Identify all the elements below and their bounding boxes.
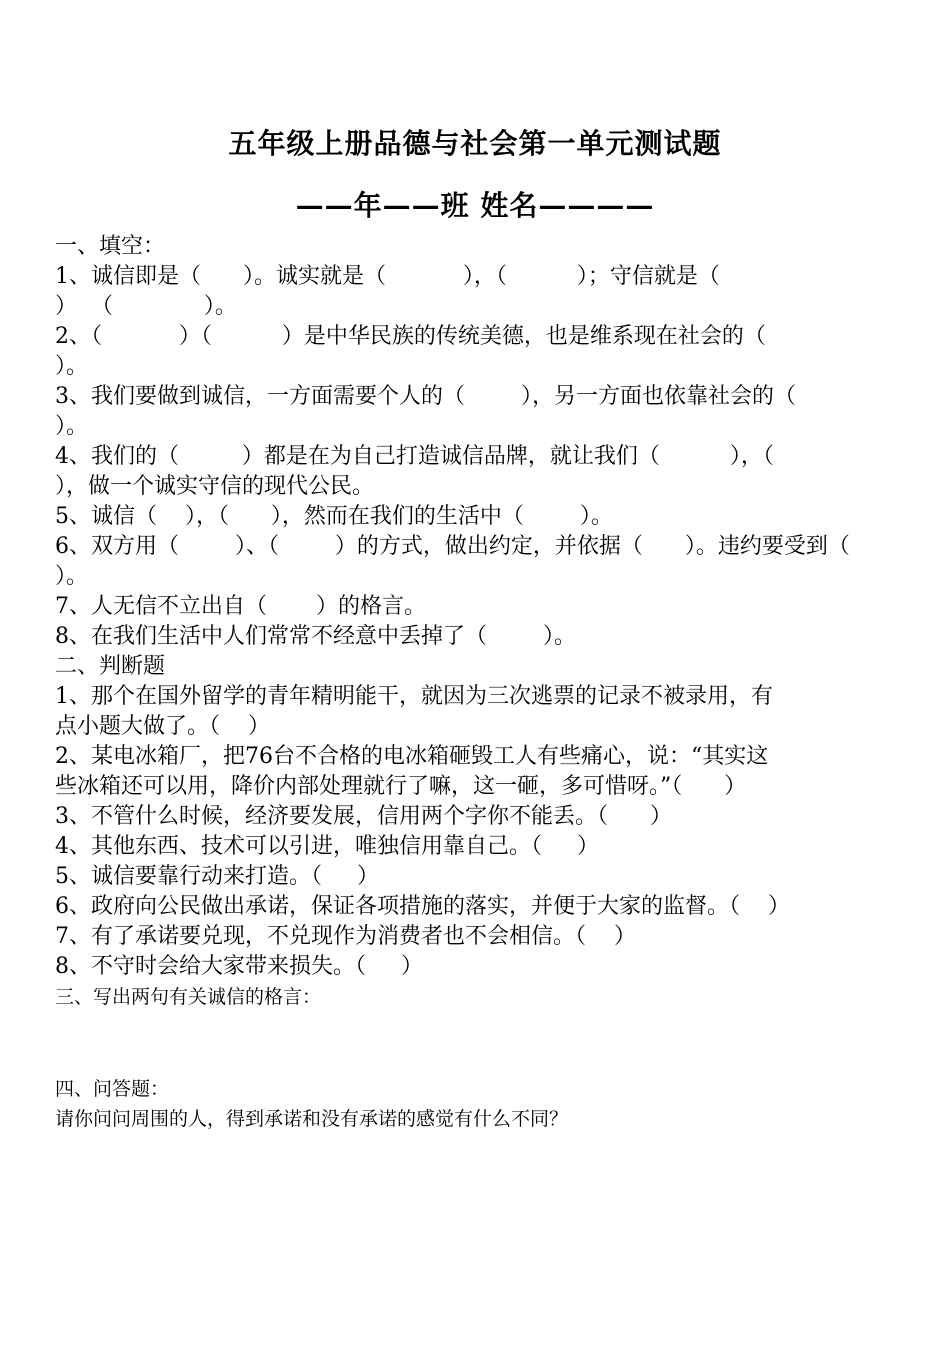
question-line: 6、政府向公民做出承诺，保证各项措施的落实，并便于大家的监督。（ ） [55,894,790,919]
class-name-line: ——年——班 姓名———— [295,189,655,222]
question-line: 1、诚信即是（ ）。诚实就是（ ），（ ）；守信就是（ [55,264,720,289]
question-line: ）。 [55,354,89,379]
question-line: 2、某电冰箱厂，把76台不合格的电冰箱砸毁工人有些痛心，说：“其实这 [55,744,769,769]
qa-question: 请你问问周围的人，得到承诺和没有承诺的感觉有什么不同？ [55,1108,569,1130]
question-line: 8、不守时会给大家带来损失。（ ） [55,954,423,979]
section-true-false [55,682,900,982]
question-line: 4、我们的（ ）都是在为自己打造诚信品牌，就让我们（ ），（ [55,444,774,469]
question-line: 8、在我们生活中人们常常不经意中丢掉了（ ）。 [55,624,576,649]
question-line: 5、诚信要靠行动来打造。（ ） [55,864,379,889]
question-line: 1、那个在国外留学的青年精明能干，就因为三次逃票的记录不被录用，有 [55,684,773,709]
question-line: 些冰箱还可以用，降价内部处理就行了嘛，这一砸，多可惜呀。”（ ） [55,774,747,799]
question-line: 5、诚信（ ），（ ），然而在我们的生活中（ ）。 [55,504,613,529]
section-motto-heading: 三、写出两句有关诚信的格言： [55,986,322,1008]
question-line: ）。 [55,564,89,589]
worksheet-content [55,232,900,1134]
section-fill-blank [55,262,900,652]
section-true-false-heading: 二、判断题 [55,654,166,679]
question-line: 点小题大做了。（ ） [55,714,270,739]
question-line: 4、其他东西、技术可以引进，唯独信用靠自己。（ ） [55,834,599,859]
question-line: 6、双方用（ ）、（ ）的方式，做出约定，并依据（ ）。违约要受到（ [55,534,850,559]
question-line: ），做一个诚实守信的现代公民。 [55,474,375,499]
question-line: 7、有了承诺要兑现，不兑现作为消费者也不会相信。（ ） [55,924,636,949]
section-fill-blank-heading: 一、填空： [55,234,166,259]
answer-space [55,1012,900,1074]
section-qa-heading: 四、问答题： [55,1078,170,1100]
question-line: 3、不管什么时候，经济要发展，信用两个字你不能丢。（ ） [55,804,672,829]
question-line: 3、我们要做到诚信，一方面需要个人的（ ），另一方面也依靠社会的（ [55,384,796,409]
page-title: 五年级上册品德与社会第一单元测试题 [228,127,722,160]
question-line: 2、（ ）（ ）是中华民族的传统美德，也是维系现在社会的（ [55,324,766,349]
question-line: 7、人无信不立出自（ ）的格言。 [55,594,426,619]
question-line: ） （ ）。 [55,294,237,319]
question-line: ）。 [55,414,89,439]
